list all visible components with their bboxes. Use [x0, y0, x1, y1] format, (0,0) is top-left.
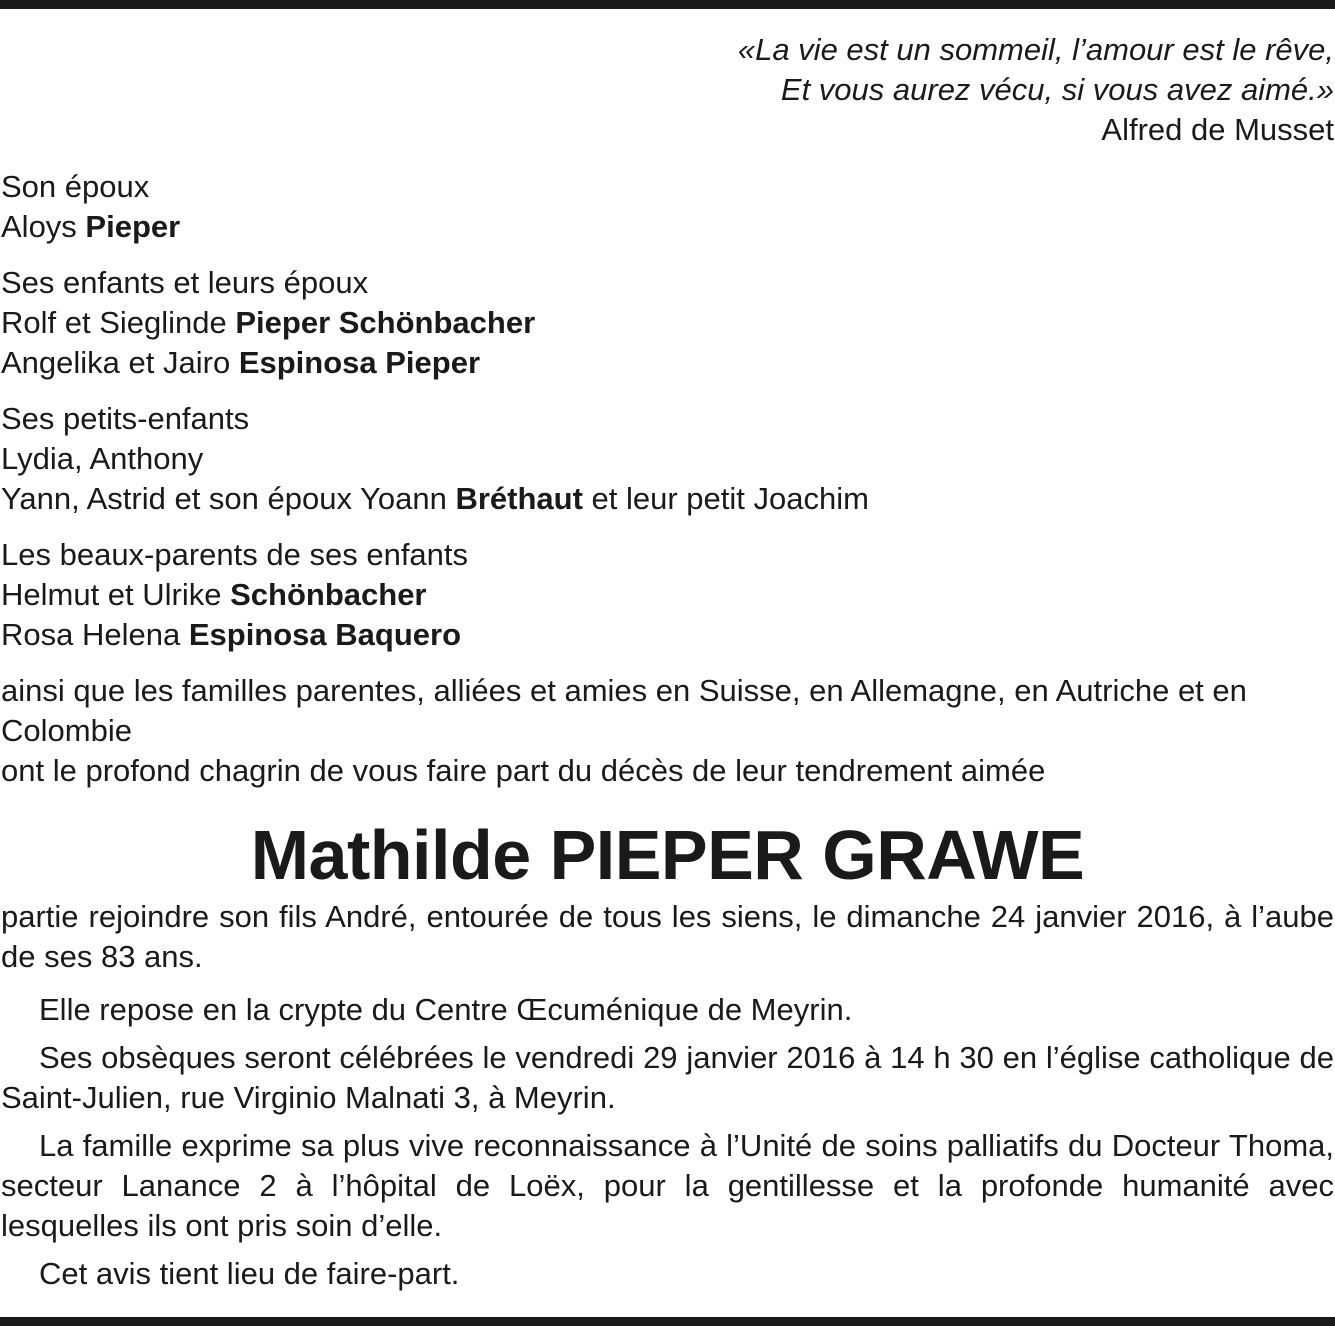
- top-rule: [0, 0, 1335, 9]
- grandchildren-line-2: [1, 479, 1334, 519]
- notice-paragraph: Cet avis tient lieu de faire-part.: [39, 1256, 460, 1291]
- grandchildren-surname: Bréthaut: [455, 481, 583, 516]
- in-law-surname: Espinosa Baquero: [188, 617, 462, 652]
- spouse-name: [1, 207, 1334, 247]
- epigraph-author: Alfred de Musset: [1101, 112, 1334, 147]
- deceased-name: Mathilde PIEPER GRAWE: [250, 816, 1085, 894]
- grandchildren-line-2-after: et leur petit Joachim: [582, 481, 869, 516]
- epigraph-line-1: «La vie est un sommeil, l’amour est le rêve,: [737, 32, 1334, 67]
- child-surname: Espinosa Pieper: [238, 345, 481, 380]
- children-group: [1, 263, 1334, 383]
- spouse-group: [1, 167, 1334, 247]
- bottom-rule: [0, 1317, 1335, 1326]
- spouse-surname: Pieper: [85, 209, 181, 244]
- families-text: ainsi que les familles parentes, alliées et amies en Suisse, en Allemagne, en Autriche et en Colombie: [1, 673, 1247, 748]
- in-law-given: Rosa Helena: [1, 617, 189, 652]
- obituary-notice: [1, 30, 1334, 1294]
- grandchildren-line-1: Lydia, Anthony: [1, 441, 204, 476]
- in-laws-heading: Les beaux-parents de ses enfants: [1, 537, 469, 572]
- child-entry: [1, 343, 1334, 383]
- in-laws-group: [1, 535, 1334, 655]
- grandchildren-line-2-before: Yann, Astrid et son époux Yoann: [1, 481, 456, 516]
- in-law-entry: [1, 615, 1334, 655]
- child-given: Rolf et Sieglinde: [1, 305, 236, 340]
- spouse-heading: Son époux: [1, 169, 150, 204]
- in-law-surname: Schönbacher: [230, 577, 427, 612]
- child-entry: [1, 303, 1334, 343]
- in-law-given: Helmut et Ulrike: [1, 577, 231, 612]
- grandchildren-heading: Ses petits-enfants: [1, 401, 250, 436]
- spouse-given: Aloys: [1, 209, 86, 244]
- in-law-entry: [1, 575, 1334, 615]
- grandchildren-group: [1, 399, 1334, 519]
- gratitude-paragraph: La famille exprime sa plus vive reconnaissance à l’Unité de soins palliatifs du Docteur Thoma, secteur Lanance 2 à l’hôpital de Loëx, pour la gentillesse et la profonde humanité avec lesquelles ils ont pris soin d’elle.: [1, 1128, 1334, 1243]
- families-section: [1, 671, 1334, 791]
- children-heading: Ses enfants et leurs époux: [1, 265, 369, 300]
- passing-text: partie rejoindre son fils André, entourée de tous les siens, le dimanche 24 janvier 2016, à l’aube de ses 83 ans.: [1, 899, 1334, 974]
- funeral-paragraph: Ses obsèques seront célébrées le vendredi 29 janvier 2016 à 14 h 30 en l’église catholique de Saint-Julien, rue Virginio Malnati 3, à Meyrin.: [1, 1040, 1334, 1115]
- child-surname: Pieper Schönbacher: [235, 305, 536, 340]
- child-given: Angelika et Jairo: [1, 345, 239, 380]
- epigraph-line-2: Et vous aurez vécu, si vous avez aimé.»: [780, 72, 1334, 107]
- epigraph: [1, 30, 1334, 150]
- announcement-text: ont le profond chagrin de vous faire part du décès de leur tendrement aimée: [1, 753, 1046, 788]
- rest-paragraph: Elle repose en la crypte du Centre Œcuménique de Meyrin.: [39, 992, 853, 1027]
